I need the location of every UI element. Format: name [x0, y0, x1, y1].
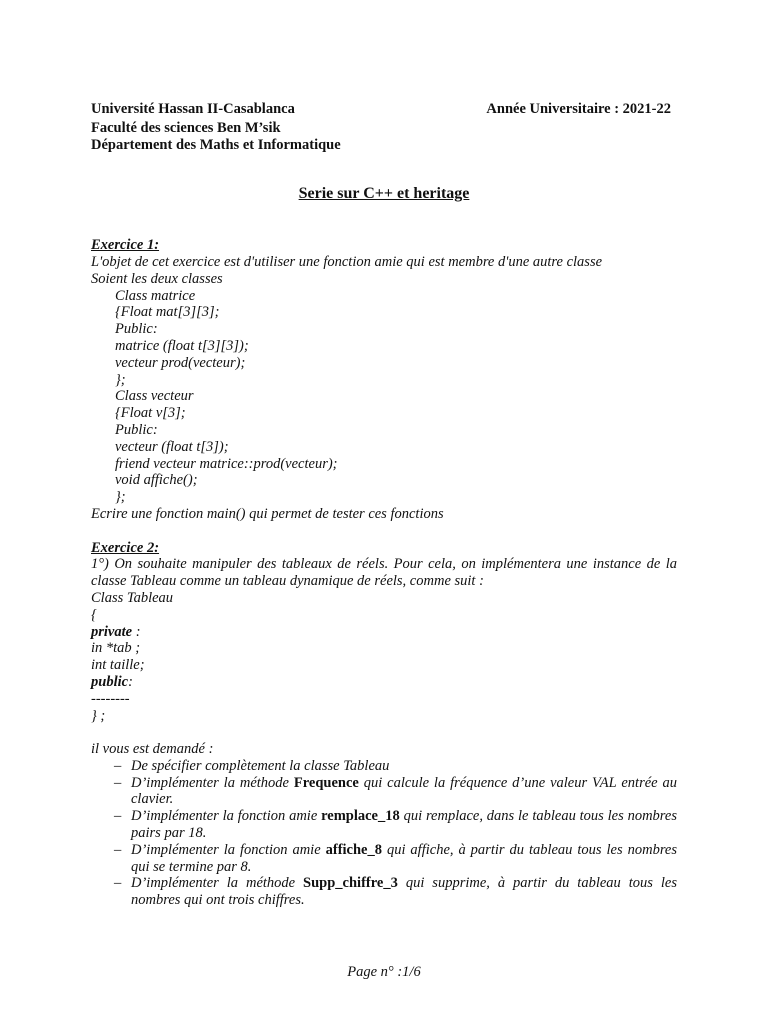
exercise-1 — [91, 237, 677, 523]
asked-label: il vous est demandé : — [91, 741, 214, 758]
code-line-private — [91, 624, 677, 641]
list-item — [91, 842, 677, 876]
requirements-list — [91, 758, 677, 909]
method-name: Frequence — [293, 774, 359, 791]
exercise-2-intro: 1°) On souhaite manipuler des tableaux de réels. Pour cela, on implémentera une instance de la classe Tableau comme un tableau dynamique de réels, comme suit : — [91, 556, 677, 590]
list-item-text: D’implémenter la méthode — [131, 875, 304, 892]
list-item — [91, 775, 677, 809]
public-keyword: public — [91, 673, 129, 690]
code-line: friend vecteur matrice::prod(vecteur); — [115, 455, 338, 472]
code-line: Class Tableau — [91, 589, 174, 606]
code-line: }; — [115, 489, 126, 506]
public-rest: : — [128, 673, 133, 690]
list-item-text: D’implémenter la fonction amie — [131, 808, 322, 825]
exercise-2-heading: Exercice 2: — [91, 539, 160, 556]
code-line: { — [91, 606, 97, 623]
list-item — [91, 808, 677, 842]
list-item-text: D’implémenter la fonction amie — [131, 841, 326, 858]
list-item-text: qui supprime, à partir du tableau tous les nombres qui ont trois chiffres. — [131, 875, 677, 909]
list-item-text: D’implémenter la méthode — [131, 774, 294, 791]
code-line: vecteur (float t[3]); — [115, 438, 229, 455]
code-line: Class vecteur — [115, 388, 194, 405]
exercise-2 — [91, 540, 677, 910]
code-line: {Float v[3]; — [115, 405, 186, 422]
list-item-text: qui affiche, à partir du tableau tous les nombres qui se termine par 8. — [131, 841, 677, 875]
code-line: } ; — [91, 707, 106, 724]
method-name: affiche_8 — [325, 841, 382, 858]
code-line: matrice (float t[3][3]); — [115, 337, 249, 354]
dash-bullet: – — [114, 875, 122, 892]
dash-bullet: – — [114, 841, 122, 858]
private-keyword: private — [91, 623, 133, 640]
code-line: }; — [115, 371, 126, 388]
code-line: Class matrice — [115, 287, 196, 304]
code-line: {Float mat[3][3]; — [115, 304, 220, 321]
code-line: int taille; — [91, 657, 145, 674]
code-line: in *tab ; — [91, 640, 141, 657]
code-line: vecteur prod(vecteur); — [115, 354, 246, 371]
document-page — [91, 101, 677, 909]
exercise-1-intro-2: Soient les deux classes — [91, 270, 223, 287]
list-item-text: qui calcule la fréquence d’une valeur VAL entrée au clavier. — [131, 774, 677, 808]
exercise-1-outro: Ecrire une fonction main() qui permet de tester ces fonctions — [91, 505, 444, 522]
list-item-text: qui remplace, dans le tableau tous les nombres pairs par 18. — [131, 808, 677, 842]
method-name: Supp_chiffre_3 — [303, 875, 398, 892]
list-item — [91, 758, 677, 775]
code-line: Public: — [115, 421, 158, 438]
department-name: Département des Maths et Informatique — [91, 136, 341, 153]
private-rest: : — [132, 623, 141, 640]
faculty-name: Faculté des sciences Ben M’sik — [91, 119, 281, 136]
dash-bullet: – — [114, 774, 122, 791]
code-line: void affiche(); — [115, 472, 198, 489]
document-title: Serie sur C++ et heritage — [298, 185, 470, 203]
dash-bullet: – — [114, 757, 122, 774]
dash-bullet: – — [114, 808, 122, 825]
code-line: -------- — [91, 690, 130, 707]
academic-year: Année Universitaire : 2021-22 — [486, 101, 671, 117]
code-line-public — [91, 674, 677, 691]
code-line: Public: — [115, 321, 158, 338]
exercise-1-heading: Exercice 1: — [91, 237, 160, 254]
university-name: Université Hassan II-Casablanca — [91, 101, 295, 117]
page-number: Page n° :1/6 — [347, 964, 421, 980]
list-item-text: De spécifier complètement la classe Tableau — [131, 757, 390, 774]
method-name: remplace_18 — [321, 808, 400, 825]
exercise-1-intro: L'objet de cet exercice est d'utiliser une fonction amie qui est membre d'une autre classe — [91, 253, 603, 270]
list-item — [91, 875, 677, 909]
header-row — [91, 101, 677, 118]
